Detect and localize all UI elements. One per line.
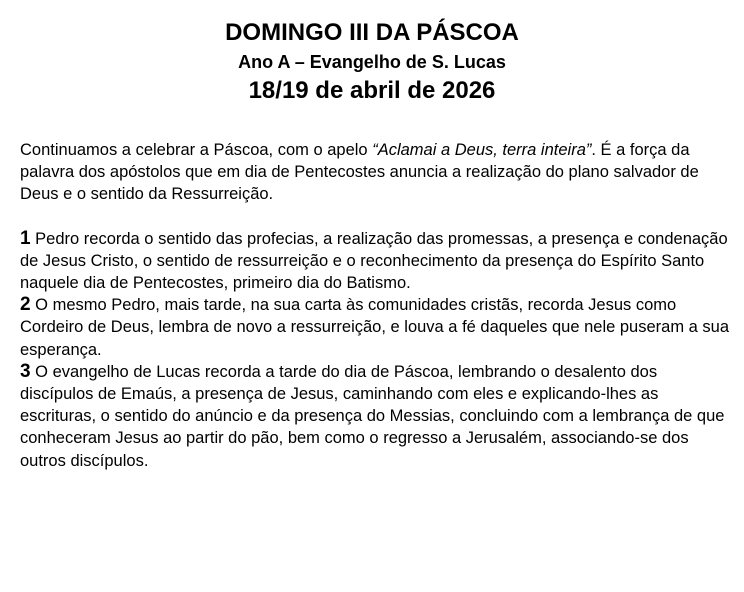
- reading-text: O evangelho de Lucas recorda a tarde do dia de Páscoa, lembrando o desalento dos discípulos de Emaús, a presença de Jesus, caminhando com eles e explicando-lhes as escrituras, o sentido do anúncio e da presença do Messias, concluindo com a lembrança de que conheceram Jesus ao partir do pão, bem como o regresso a Jerusalém, associando-se dos outros discípulos.: [20, 362, 725, 470]
- document-header: [0, 16, 744, 106]
- intro-text-end: . É a força da palavra dos apóstolos que em dia de Pentecostes anuncia a realização do plano salvador de Deus e o sentido da Ressurreição.: [20, 141, 699, 204]
- reading-text: Pedro recorda o sentido das profecias, a realização das promessas, a presença e condenação de Jesus Cristo, o sentido de ressurreição e o reconhecimento da presença do Espírito Santo naquele dia de Pentecostes, primeiro dia do Batismo.: [20, 229, 728, 293]
- reading-paragraph-3: [20, 361, 732, 472]
- reading-text: O mesmo Pedro, mais tarde, na sua carta às comunidades cristãs, recorda Jesus como Cordeiro de Deus, lembra de novo a ressurreição, e louva a fé daqueles que nele puseram a sua esperança.: [20, 296, 730, 359]
- reading-number: 1: [20, 227, 31, 249]
- page-date: 18/19 de abril de 2026: [248, 77, 496, 104]
- reading-paragraph-2: [20, 294, 732, 361]
- page-subtitle: Ano A – Evangelho de S. Lucas: [238, 52, 506, 72]
- intro-quote: “Aclamai a Deus, terra inteira”: [372, 141, 592, 159]
- document-body: [20, 139, 732, 472]
- reading-paragraph-1: [20, 228, 732, 295]
- reading-number: 3: [20, 360, 31, 382]
- page-title: DOMINGO III DA PÁSCOA: [225, 19, 519, 46]
- reading-number: 2: [20, 294, 31, 316]
- intro-text-start: Continuamos a celebrar a Páscoa, com o apelo: [20, 141, 373, 159]
- intro-paragraph: [20, 139, 732, 206]
